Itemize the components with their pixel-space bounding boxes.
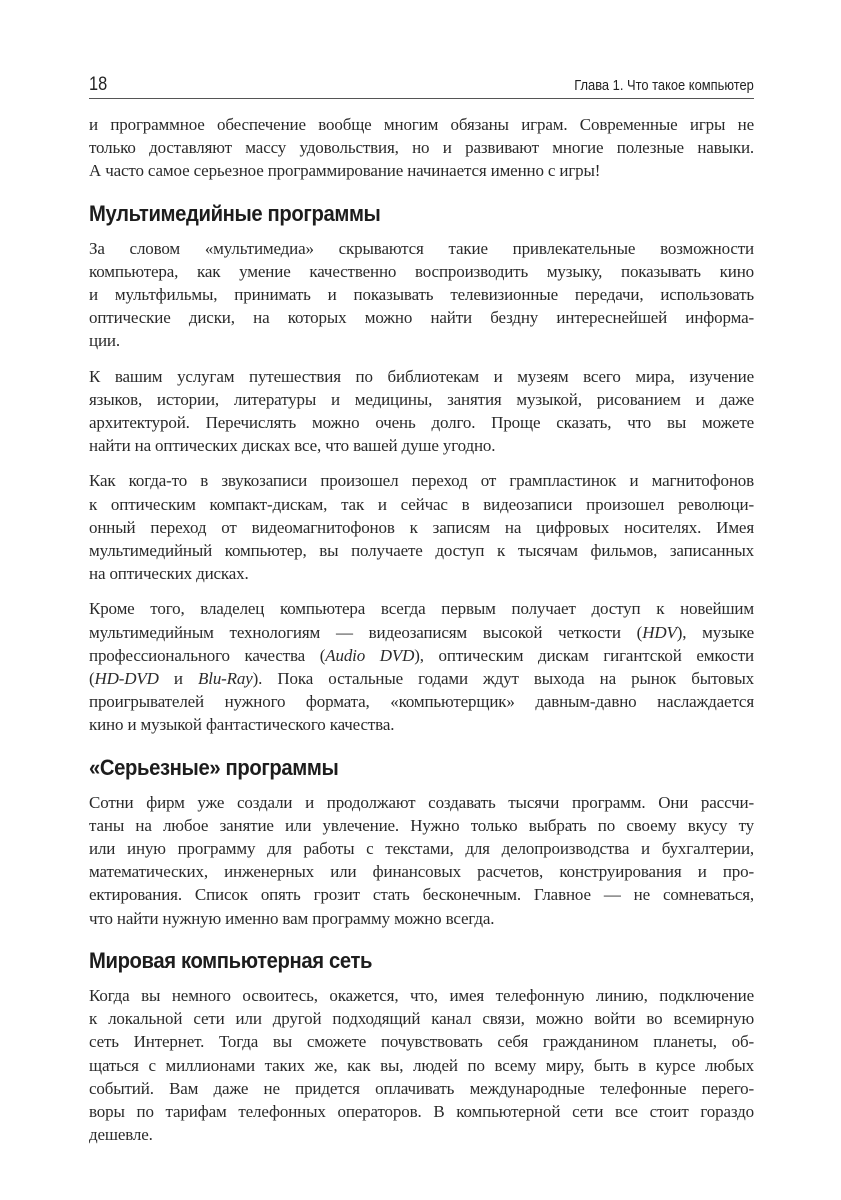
paragraph xyxy=(89,469,754,585)
text-line: компьютера, как умение качественно воспроизводить музыку, показывать кино xyxy=(89,261,754,281)
text-line: событий. Вам даже не придется оплачивать международные телефонные перего- xyxy=(89,1078,754,1098)
text-line: проигрывателей нужного формата, «компьютерщик» давным-давно наслаждается xyxy=(89,692,754,712)
italic-term: HD-DVD xyxy=(94,669,159,689)
text-line: профессионального качества (Audio DVD), оптическим дискам гигантской емкости xyxy=(89,645,754,665)
text-line: щаться с миллионами таких же, как вы, людей по всему миру, быть в курсе любых xyxy=(89,1055,754,1075)
text-line: мультимедийный компьютер, вы получаете доступ к тысячам фильмов, записанных xyxy=(89,541,754,561)
paragraph xyxy=(89,597,754,736)
text-line: только доставляют массу удовольствия, но и развивают многие полезные навыки. xyxy=(89,138,754,158)
text-line: оптические диски, на которых можно найти бездну интереснейшей информа- xyxy=(89,308,754,328)
text-line: Когда вы немного освоитесь, окажется, что, имея телефонную линию, подключение xyxy=(89,985,754,1005)
page-content xyxy=(89,113,754,1158)
page-number: 18 xyxy=(89,74,108,95)
text-line: или иную программу для работы с текстами, для делопроизводства и бухгалтерии, xyxy=(89,839,754,859)
text-line: А часто самое серьезное программирование начинается именно с игры! xyxy=(89,161,601,181)
text-line: онный переход от видеомагнитофонов к записям на цифровых носителях. Имея xyxy=(89,517,754,537)
paragraph xyxy=(89,237,754,353)
text-line: сеть Интернет. Тогда вы сможете почувствовать себя гражданином планеты, об- xyxy=(89,1032,754,1052)
paragraph xyxy=(89,791,754,930)
text-line: (HD-DVD и Blu-Ray). Пока остальные годами ждут выхода на рынок бытовых xyxy=(89,669,754,689)
italic-term: Audio DVD xyxy=(325,645,415,665)
text-line: на оптических дисках. xyxy=(89,564,249,584)
text-line: За словом «мультимедиа» скрываются такие привлекательные возможности xyxy=(89,238,754,258)
paragraph xyxy=(89,113,754,183)
text-line: воры по тарифам телефонных операторов. В компьютерной сети все стоит гораздо xyxy=(89,1101,754,1121)
text-line: и мультфильмы, принимать и показывать телевизионные передачи, использовать xyxy=(89,285,754,305)
italic-term: HDV xyxy=(642,622,677,642)
text-line: ции. xyxy=(89,331,120,351)
text-line: ектирования. Список опять грозит стать бесконечным. Главное — не сомневаться, xyxy=(89,885,754,905)
text-line: к оптическим компакт-дискам, так и сейчас в видеозаписи произошел революци- xyxy=(89,494,754,514)
section-heading-world-network: Мировая компьютерная сеть xyxy=(89,947,373,973)
text-line: к локальной сети или другой подходящий канал связи, можно войти во всемирную xyxy=(89,1009,754,1029)
paragraph xyxy=(89,365,754,458)
text-line: кино и музыкой фантастического качества. xyxy=(89,715,395,735)
text-line: математических, инженерных или финансовых расчетов, конструирования и про- xyxy=(89,862,754,882)
text-line: К вашим услугам путешествия по библиотекам и музеям всего мира, изучение xyxy=(89,366,754,386)
text-line: что найти нужную именно вам программу можно всегда. xyxy=(89,908,495,928)
text-line: архитектурой. Перечислять можно очень долго. Проще сказать, что вы можете xyxy=(89,413,754,433)
text-line: таны на любое занятие или увлечение. Нужно только выбрать по своему вкусу ту xyxy=(89,815,754,835)
text-line: Сотни фирм уже создали и продолжают создавать тысячи программ. Они рассчи- xyxy=(89,792,754,812)
text-line: языков, истории, литературы и медицины, занятия музыкой, рисованием и даже xyxy=(89,389,754,409)
running-header xyxy=(89,72,754,99)
text-line: дешевле. xyxy=(89,1125,153,1145)
paragraph xyxy=(89,984,754,1146)
section-heading-multimedia: Мультимедийные программы xyxy=(89,200,381,226)
text-line: мультимедийным технологиям — видеозаписям высокой четкости (HDV), музыке xyxy=(89,622,755,642)
text-line: найти на оптических дисках все, что вашей душе угодно. xyxy=(89,436,496,456)
section-heading-serious-programs: «Серьезные» программы xyxy=(89,754,339,780)
text-line: и программное обеспечение вообще многим обязаны играм. Современные игры не xyxy=(89,115,754,134)
text-line: Кроме того, владелец компьютера всегда первым получает доступ к новейшим xyxy=(89,599,754,619)
text-line: Как когда-то в звукозаписи произошел переход от грампластинок и магнитофонов xyxy=(89,471,754,491)
italic-term: Blu-Ray xyxy=(198,669,253,689)
running-title: Глава 1. Что такое компьютер xyxy=(574,77,754,94)
